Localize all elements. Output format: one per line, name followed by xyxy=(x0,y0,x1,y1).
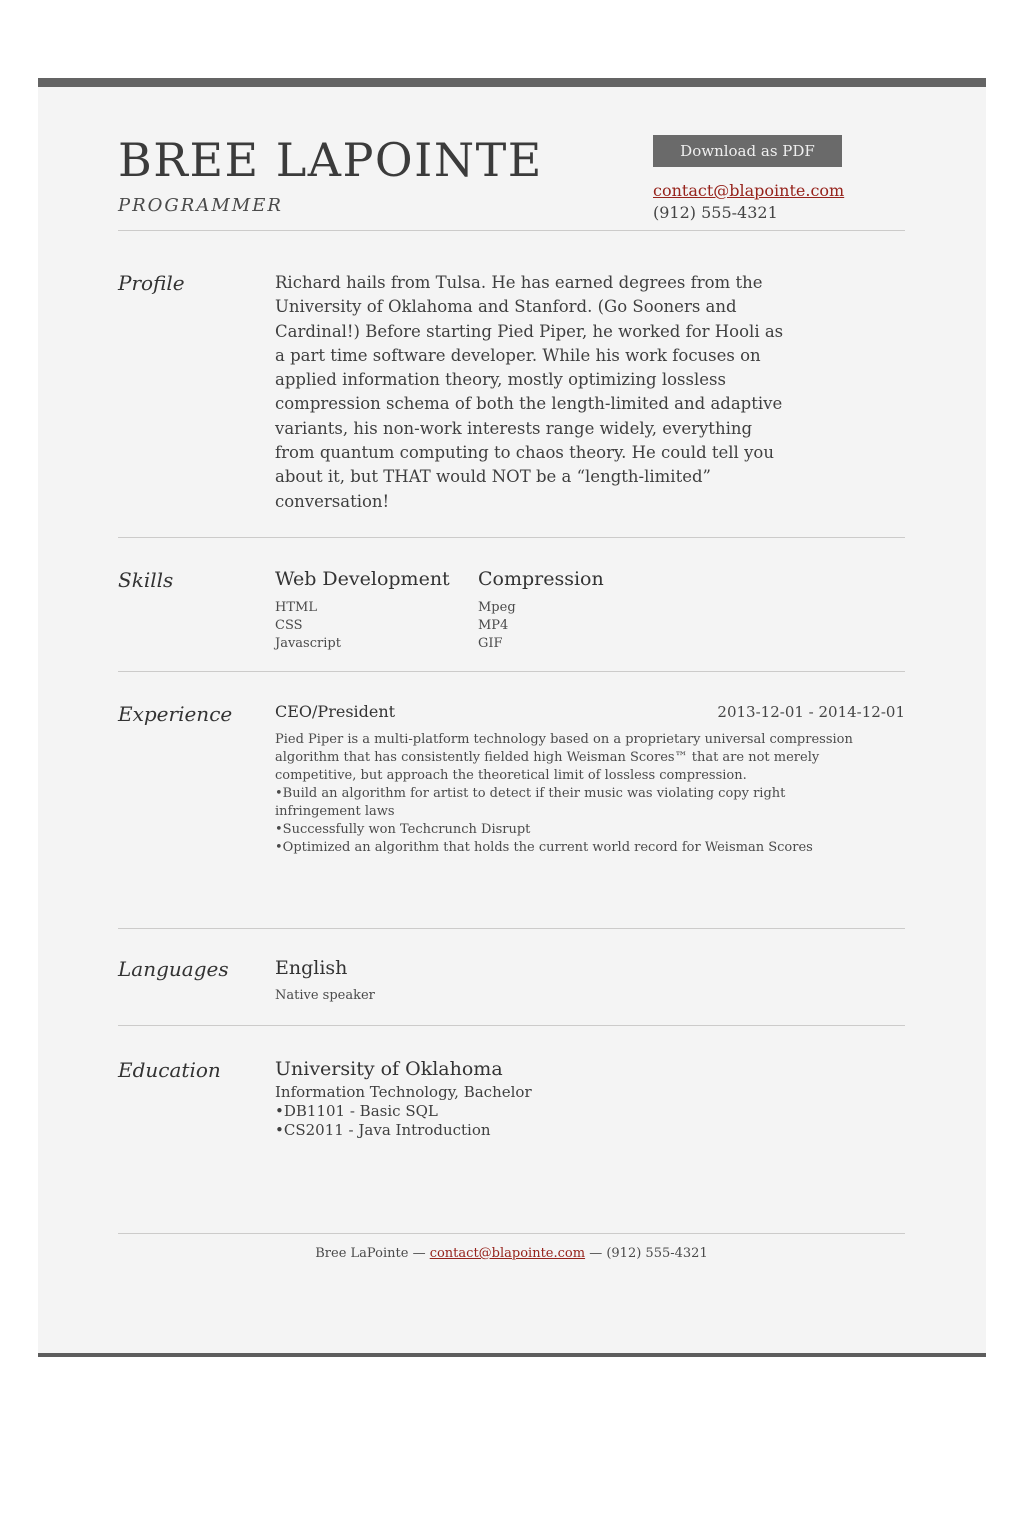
experience-section-label: Experience xyxy=(118,702,233,726)
education-section-label: Education xyxy=(118,1058,221,1082)
skill-item-list xyxy=(478,599,681,653)
bottom-accent-bar xyxy=(38,1353,986,1357)
skill-item: Mpeg xyxy=(478,600,516,615)
skill-group-name: Compression xyxy=(478,568,604,590)
candidate-name: BREE LAPOINTE xyxy=(118,133,543,187)
skill-group-name: Web Development xyxy=(275,568,450,590)
experience-content xyxy=(275,702,905,928)
header-identity xyxy=(118,131,543,230)
job-title: CEO/President xyxy=(275,702,396,721)
course-item: • DB1101 - Basic SQL xyxy=(275,1102,905,1121)
job-highlight: • Optimized an algorithm that holds the current world record for Weisman Scores xyxy=(275,839,867,857)
resume-sheet xyxy=(38,78,986,1357)
profile-section-label: Profile xyxy=(118,271,185,295)
job-highlight: • Build an algorithm for artist to detect if their music was violating copy right infringement laws xyxy=(275,785,867,821)
job-header xyxy=(275,702,905,721)
footer-separator: — xyxy=(412,1246,426,1261)
job-dates: 2013-12-01 - 2014-12-01 xyxy=(717,703,905,721)
section-profile xyxy=(118,230,905,537)
footer-name: Bree LaPointe xyxy=(315,1246,409,1261)
skills-content xyxy=(275,568,905,671)
skill-item: Javascript xyxy=(275,636,341,651)
course-list xyxy=(275,1102,905,1140)
profile-text: Richard hails from Tulsa. He has earned degrees from the University of Oklahoma and Stanford. (Go Sooners and Cardinal!) Before starting Pied Piper, he worked for Hooli as a part time software developer. While his work focuses on applied information theory, mostly optimizing lossless compression schema of both the length-limited and adaptive variants, his non-work interests range widely, everything from quantum computing to chaos theory. He could tell you about it, but THAT would NOT be a “length-limited” conversation! xyxy=(275,273,784,511)
language-level: Native speaker xyxy=(275,988,375,1003)
section-education xyxy=(118,1025,905,1233)
skill-group-compression xyxy=(478,568,681,671)
footer-phone: (912) 555-4321 xyxy=(606,1246,708,1261)
course-item: • CS2011 - Java Introduction xyxy=(275,1121,905,1140)
job-highlight: • Successfully won Techcrunch Disrupt xyxy=(275,821,867,839)
phone-number: (912) 555-4321 xyxy=(653,203,778,222)
skill-item: GIF xyxy=(478,636,503,651)
top-accent-bar xyxy=(38,78,986,87)
download-pdf-button[interactable]: Download as PDF xyxy=(653,135,842,167)
header xyxy=(118,87,905,230)
language-name: English xyxy=(275,957,348,979)
profile-content xyxy=(275,271,905,537)
section-skills xyxy=(118,537,905,671)
footer xyxy=(118,1233,905,1353)
job-highlight-list xyxy=(275,785,867,857)
email-link[interactable]: contact@blapointe.com xyxy=(653,181,845,200)
footer-email-link[interactable]: contact@blapointe.com xyxy=(429,1246,586,1261)
school-degree: Information Technology, Bachelor xyxy=(275,1083,532,1101)
skill-group-web-development xyxy=(275,568,478,671)
footer-separator: — xyxy=(589,1246,603,1261)
job-summary: Pied Piper is a multi-platform technology based on a proprietary universal compression algorithm that has consistently fielded high Weisman Scores™ that are not merely competitive, but approach the theoretical limit of lossless compression. xyxy=(275,732,853,783)
sheet-body xyxy=(38,87,986,1353)
candidate-job-title: PROGRAMMER xyxy=(118,195,283,216)
skill-item-list xyxy=(275,599,478,653)
skill-item: MP4 xyxy=(478,618,509,633)
education-content xyxy=(275,1058,905,1233)
section-languages xyxy=(118,928,905,1025)
skill-item: CSS xyxy=(275,618,303,633)
languages-section-label: Languages xyxy=(118,957,229,981)
section-experience xyxy=(118,671,905,928)
languages-content xyxy=(275,957,905,1025)
header-contact xyxy=(653,131,905,230)
school-name: University of Oklahoma xyxy=(275,1058,503,1080)
skill-item: HTML xyxy=(275,600,317,615)
skills-section-label: Skills xyxy=(118,568,174,592)
